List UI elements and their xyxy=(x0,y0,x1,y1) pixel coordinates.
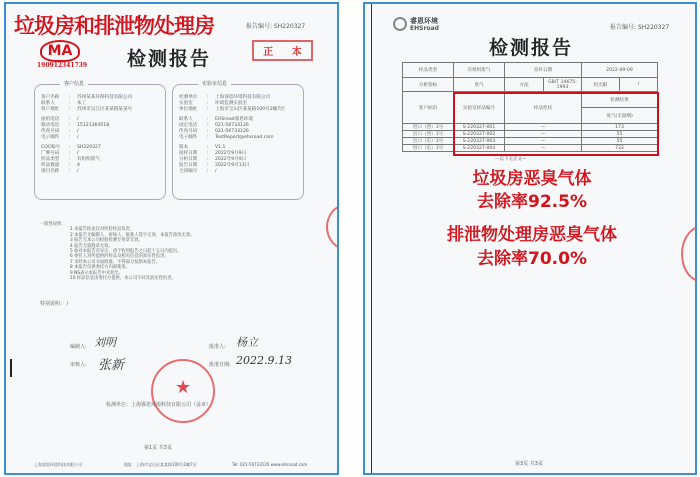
header-sample-state: 样品性状 xyxy=(505,92,582,124)
table-row xyxy=(403,63,658,78)
lab-id: S-220327-003 xyxy=(454,138,505,145)
info-label: 电子邮件 xyxy=(179,135,198,140)
note-line: 8 本报告仅供委托方内部使用。 xyxy=(70,265,130,271)
info-value: / xyxy=(77,129,79,134)
stamp-char: 本 xyxy=(291,47,302,58)
note-line: 2 本报告无编制人、审核人、批准人签字无效，本报告涂改无效。 xyxy=(70,232,195,238)
info-label: 座机电话 xyxy=(41,117,60,122)
info-value: 环境监测实验室 xyxy=(215,101,248,106)
info-value: 苏州市吴江区某某路某某号 xyxy=(77,107,133,112)
odor-value: 732 xyxy=(582,145,658,152)
note-line: 6 委托人对所提供的样品及相关信息的真实性负责。 xyxy=(70,254,169,260)
info-value: / xyxy=(215,169,217,174)
colon: : xyxy=(207,129,209,134)
info-value: 上海市宝山区某某路100号2幢7层 xyxy=(215,107,285,112)
cell: 有组织废气 xyxy=(454,63,505,78)
info-value: 2022年9月13日 xyxy=(215,163,250,168)
info-label: 电子邮件 xyxy=(41,135,60,140)
company-seal xyxy=(151,359,215,423)
colon: : xyxy=(69,95,71,100)
header-lab-id: 实验室样品编号 xyxy=(454,92,505,124)
colon: : xyxy=(207,123,209,128)
info-value: 021-56733126 xyxy=(215,129,249,134)
cell: 臭气 xyxy=(454,78,505,92)
notes-heading: 一般性说明： xyxy=(40,222,66,227)
sample-state: — xyxy=(505,131,582,138)
info-label: 合同编号 xyxy=(179,169,198,174)
info-label: 版本 xyxy=(179,145,189,150)
claim-garbage-room: 垃圾房恶臭气体 xyxy=(472,169,592,189)
colon: : xyxy=(207,117,209,122)
report-number: 报告编号: SH220327 xyxy=(246,23,306,30)
colon: : xyxy=(69,129,71,134)
header-odor: 臭气(无量纲) xyxy=(582,108,658,124)
cell: GB/T 14675-1993 xyxy=(544,78,582,92)
colon: : xyxy=(69,145,71,150)
approve-date-label: 批准日期: xyxy=(209,362,231,368)
info-label: 实验室 xyxy=(179,101,193,106)
colon: : xyxy=(207,135,209,140)
original-stamp xyxy=(252,40,313,61)
info-label: COC编号 xyxy=(41,145,61,150)
info-label: 样品数量 xyxy=(41,163,60,168)
note-line: 1 本报告结论仅对所检样品负责。 xyxy=(70,227,135,233)
lab-id: S-220327-001 xyxy=(454,124,505,131)
seam-seal xyxy=(326,204,339,250)
cell: 样品类型 xyxy=(403,63,454,78)
client-info-heading: 客户信息 xyxy=(60,80,88,87)
info-label: 客户地址 xyxy=(41,107,60,112)
colon: : xyxy=(207,169,209,174)
note-line: 9 NS表示本报告中未检出。 xyxy=(70,270,124,276)
colon: : xyxy=(207,157,209,162)
colon: : xyxy=(207,163,209,168)
info-label: 移动电话 xyxy=(41,123,60,128)
colon: : xyxy=(69,107,71,112)
report-page-3 xyxy=(363,2,697,475)
cell: 分析指标 xyxy=(403,78,454,92)
remark xyxy=(40,300,68,307)
claim-excreta-rate: 去除率70.0% xyxy=(477,249,587,269)
cma-logo xyxy=(37,40,88,69)
info-value: / xyxy=(77,151,79,156)
note-line: 7 未经本公司书面批准，不得部分复制本报告。 xyxy=(70,259,161,265)
remark-label: 特别说明： xyxy=(40,301,66,307)
cell: 2022-09-09 xyxy=(582,63,658,78)
info-value: / xyxy=(77,117,79,122)
sample-state: — xyxy=(505,138,582,145)
page-number: 第1页 共3页 xyxy=(144,445,172,451)
scan-mark xyxy=(10,359,12,377)
logo-cn: 睿恩环境 xyxy=(410,17,438,25)
info-label: 检测单位 xyxy=(179,95,198,100)
note-line: 10 样品信息由委托方提供，本公司不对其真实性负责。 xyxy=(70,276,176,282)
stamp-char: 正 xyxy=(263,47,274,58)
info-row xyxy=(179,107,299,113)
footer-company: 上海睿恩环境科技有限公司 xyxy=(34,462,82,467)
colon: : xyxy=(207,107,209,112)
info-label: 厂牌号码 xyxy=(41,151,60,156)
info-value: 4 xyxy=(77,163,80,168)
info-label: 固定电话 xyxy=(179,123,198,128)
approver-signature: 杨立 xyxy=(236,336,258,349)
colon: : xyxy=(69,163,71,168)
end-note: —以下无正文— xyxy=(495,157,527,162)
compiler-label: 编制人: xyxy=(70,344,87,350)
note-line: 3 报告无本公司检验检测专用章无效。 xyxy=(70,238,143,244)
colon: : xyxy=(69,157,71,162)
info-label: 联系人 xyxy=(179,117,193,122)
info-label: 接样日期 xyxy=(179,151,198,156)
info-label: 客户名称 xyxy=(41,95,60,100)
info-label: 联系人 xyxy=(41,101,55,106)
cell: 方法 xyxy=(505,78,544,92)
sample-state: — xyxy=(505,145,582,152)
claim-excreta-room: 排泄物处理房恶臭气体 xyxy=(447,225,617,245)
info-label: 样品类型 xyxy=(41,157,60,162)
overlay-title: 垃圾房和排泄物处理房 xyxy=(14,14,214,38)
testing-unit-line: 检测单位：上海睿恩环境科技有限公司（盖章） xyxy=(106,402,212,408)
table-row xyxy=(403,78,658,92)
lab-info-box xyxy=(172,81,304,200)
footer-contact: Tel: 021-56733126 www.ehsroad.com xyxy=(232,462,308,467)
cell: / xyxy=(620,78,658,92)
info-label: 传真号码 xyxy=(41,129,60,134)
lab-id: S-220327-004 xyxy=(454,145,505,152)
report-number: 报告编号: SH220327 xyxy=(610,24,670,31)
sample-state: — xyxy=(505,124,582,131)
report-page-1 xyxy=(4,2,339,475)
ehsroad-logo-icon xyxy=(393,17,407,31)
client-id: 进口（西）1号 xyxy=(403,124,454,131)
client-id: 出口（东）1号 xyxy=(403,138,454,145)
info-label: 项目名称 xyxy=(41,169,60,174)
page-title: 检测报告 xyxy=(127,48,212,70)
info-value: 朱工 xyxy=(77,101,87,106)
client-id: 出口（西）1号 xyxy=(403,131,454,138)
logo-en: EHSroad xyxy=(410,25,439,32)
colon: : xyxy=(69,169,71,174)
colon: : xyxy=(207,95,209,100)
odor-value: 173 xyxy=(582,124,658,131)
cma-logo-mark: MA xyxy=(40,40,80,62)
approve-date: 2022.9.13 xyxy=(236,354,292,367)
highlight-box xyxy=(453,92,659,156)
colon: : xyxy=(69,151,71,156)
colon: : xyxy=(69,135,71,140)
remark-value: / xyxy=(66,301,69,307)
footer-address: 地址：上海市宝山区某某路100号2幢7层 xyxy=(124,462,197,467)
colon: : xyxy=(207,145,209,150)
compiler-signature: 刘明 xyxy=(94,336,116,349)
client-id: 进口（东）1号 xyxy=(403,145,454,152)
info-value: / xyxy=(77,135,79,140)
header-client-id: 客户标识 xyxy=(403,92,454,124)
info-label: 单位地址 xyxy=(179,107,198,112)
cma-number: 190912341739 xyxy=(37,62,88,69)
page-title: 检测报告 xyxy=(489,37,574,59)
info-label: 传真号码 xyxy=(179,129,198,134)
info-row xyxy=(179,169,299,175)
client-info-box xyxy=(34,81,166,200)
odor-value: 55 xyxy=(582,131,658,138)
header-result: 检测结果 xyxy=(582,92,658,108)
colon: : xyxy=(69,101,71,106)
info-value: V1.1 xyxy=(215,145,226,150)
info-label: 分析日期 xyxy=(179,157,198,162)
claim-garbage-rate: 去除率92.5% xyxy=(477,192,587,212)
cell: 采样日期 xyxy=(505,63,582,78)
info-label: 报告日期 xyxy=(179,163,198,168)
colon: : xyxy=(207,101,209,106)
info-value: 有组织废气 xyxy=(77,157,100,162)
info-value: 15121364518 xyxy=(77,123,110,128)
reviewer-signature: 张新 xyxy=(98,358,125,373)
info-value: 2022年9月9日 xyxy=(215,157,247,162)
info-value: 上海睿恩环境科技有限公司 xyxy=(215,95,271,100)
reviewer-label: 审核人: xyxy=(70,362,87,368)
info-value: SH220327 xyxy=(77,145,101,150)
colon: : xyxy=(69,117,71,122)
info-value: 021-56733126 xyxy=(215,123,249,128)
info-value: 苏州某某环保科技有限公司 xyxy=(77,95,133,100)
star-icon: ★ xyxy=(175,377,192,398)
general-notes xyxy=(40,222,300,281)
odor-value: 55 xyxy=(582,138,658,145)
info-value: / xyxy=(77,169,79,174)
lab-id: S-220327-002 xyxy=(454,131,505,138)
info-value: 2022年9月9日 xyxy=(215,151,247,156)
page-number: 第3页 共3页 xyxy=(515,461,543,467)
colon: : xyxy=(69,123,71,128)
lab-info-heading: 实验室信息 xyxy=(198,80,231,87)
cell: 检出限 xyxy=(582,78,620,92)
info-row xyxy=(41,169,161,175)
approver-label: 批准人: xyxy=(209,344,226,350)
info-value: TestReport@ehsroad.com xyxy=(215,135,274,140)
info-value: EHSroad睿恩环境 xyxy=(215,117,253,122)
note-line: 5 如对本报告有异议，请于收到报告之日起十五日内提出。 xyxy=(70,249,182,255)
note-line: 4 报告无骑缝章无效。 xyxy=(70,243,113,249)
colon: : xyxy=(207,151,209,156)
